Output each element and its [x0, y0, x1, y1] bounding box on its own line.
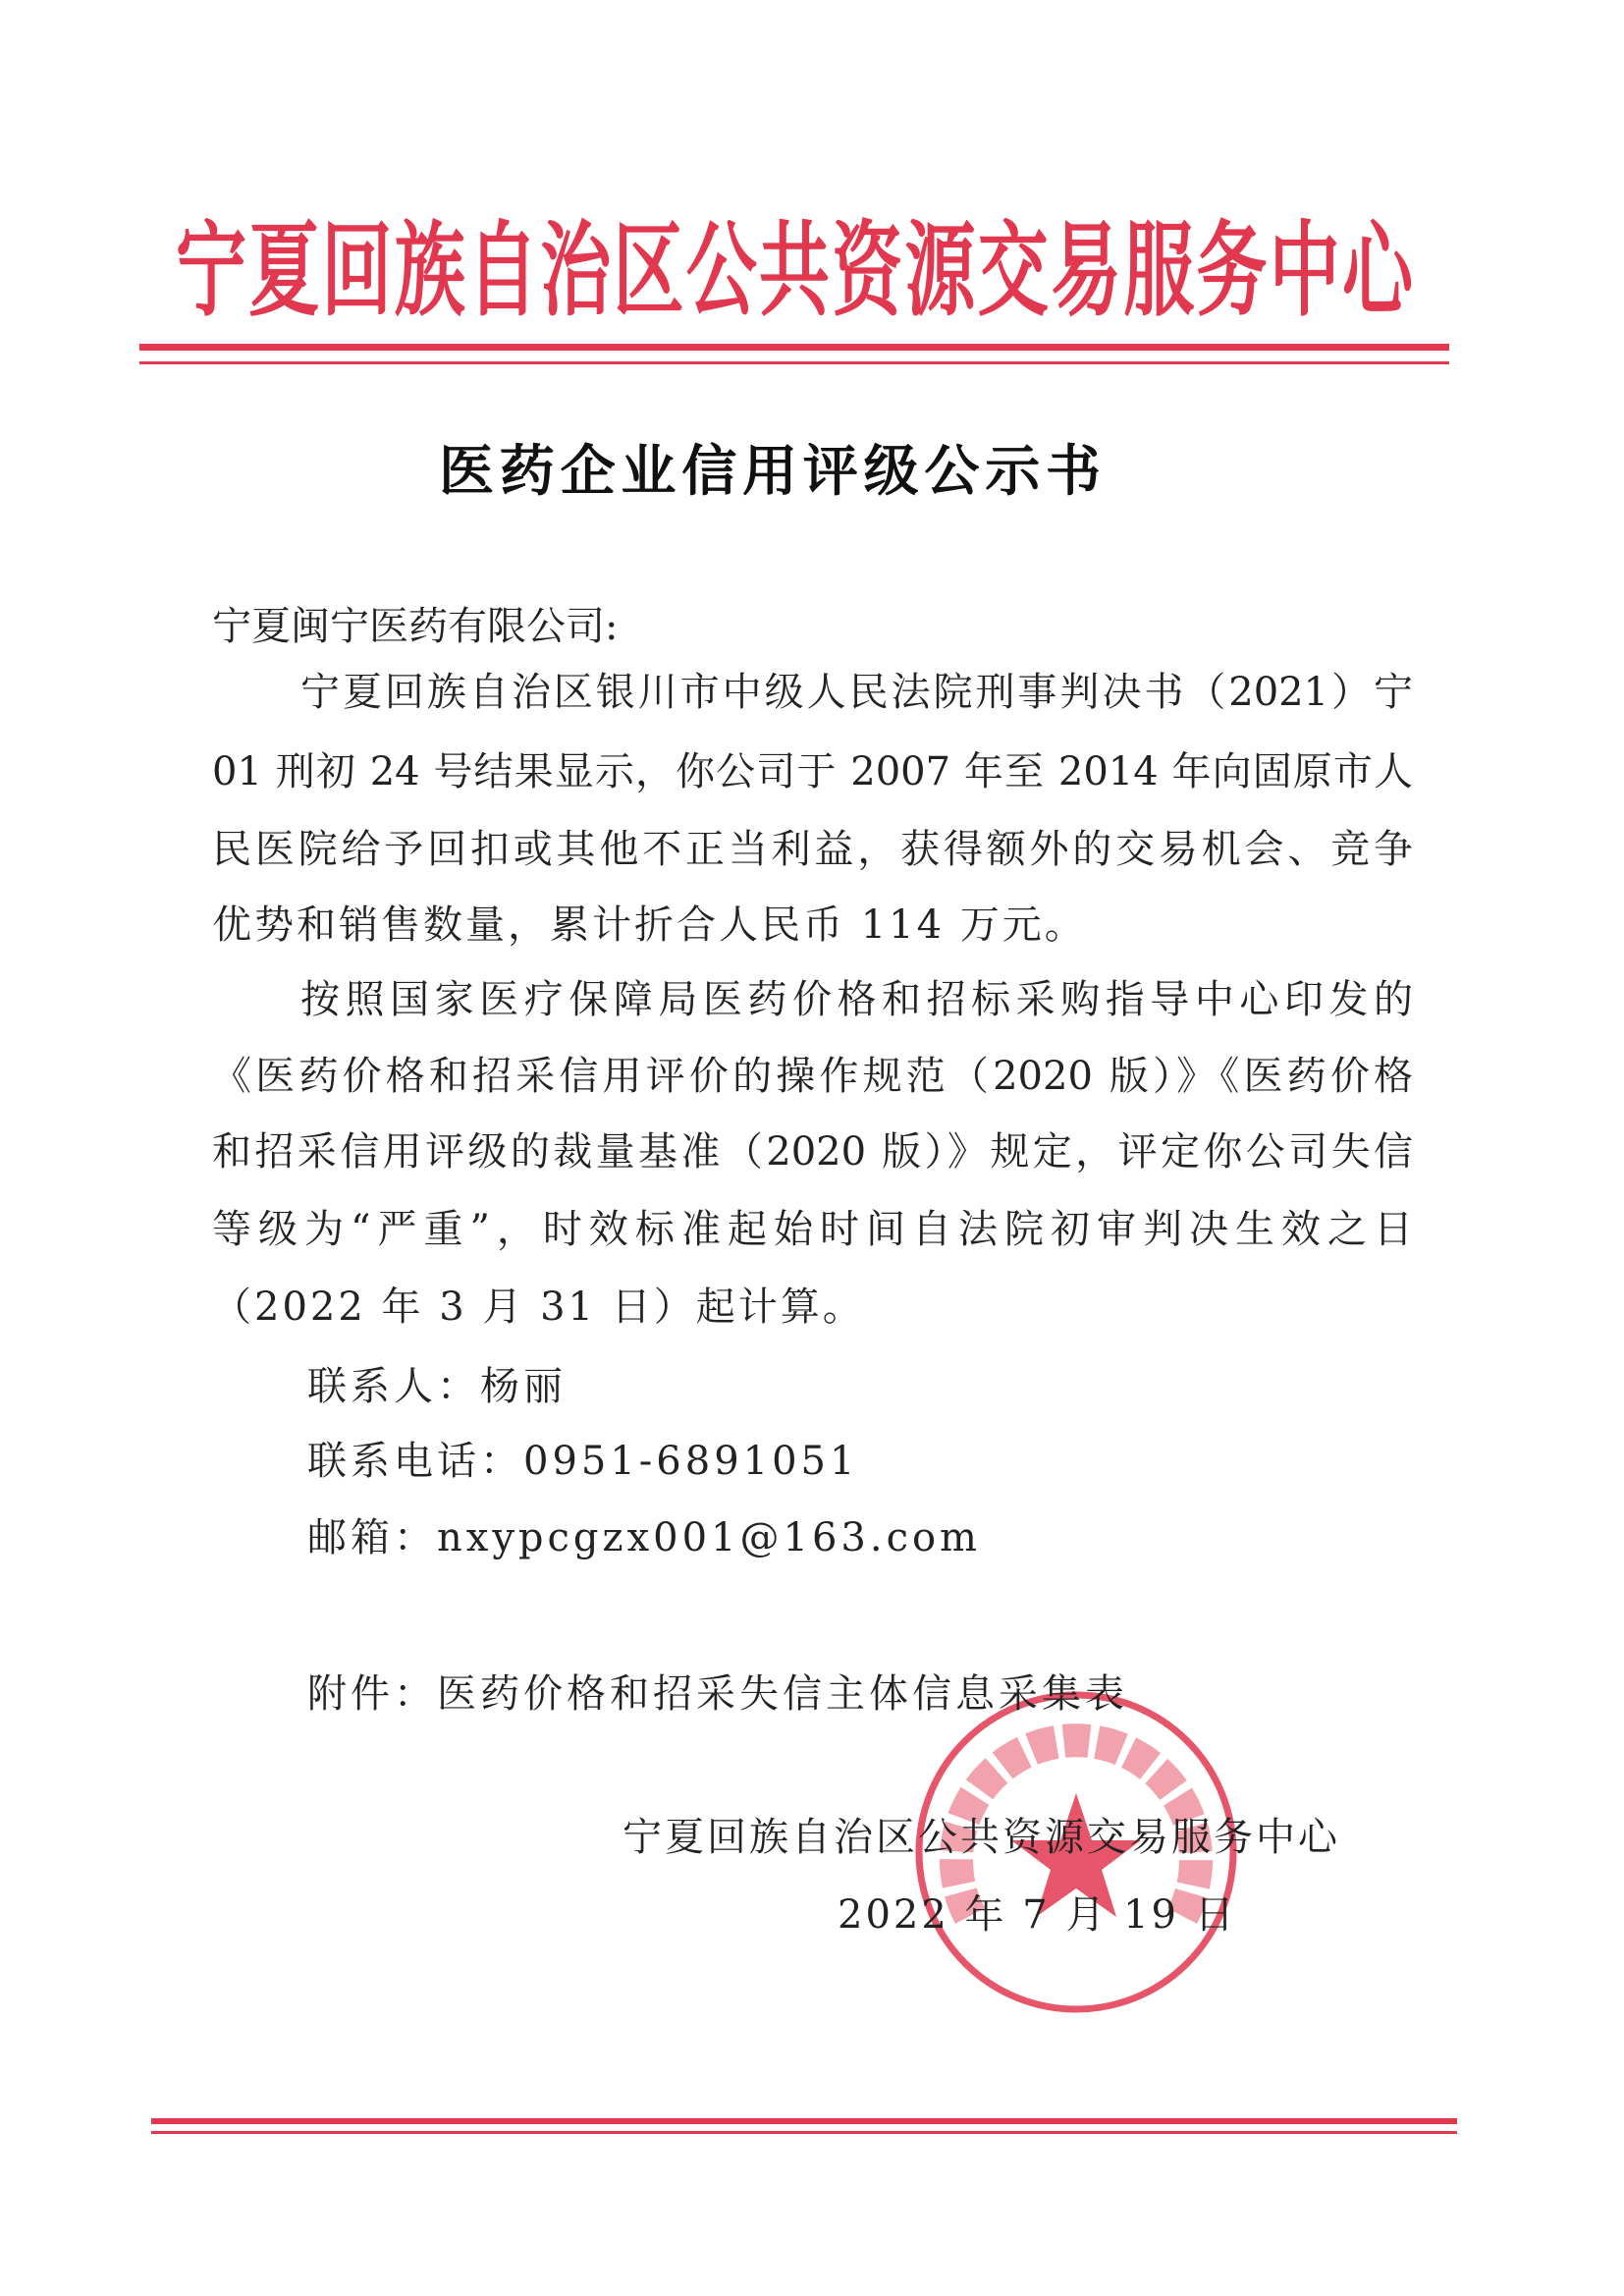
letterhead-org-name: 宁夏回族自治区公共资源交易服务中心 — [176, 208, 1413, 330]
contact-email: 邮箱：nxypcgzx001@163.com — [307, 1515, 981, 1560]
contact-phone: 联系电话：0951-6891051 — [307, 1439, 859, 1484]
paragraph2-line: 按照国家医疗保障局医药价格和招标采购指导中心印发的 — [300, 977, 1413, 1022]
paragraph1-line: 民医院给予回扣或其他不正当利益，获得额外的交易机会、竞争 — [212, 827, 1413, 872]
addressee: 宁夏闽宁医药有限公司: — [212, 604, 619, 649]
paragraph1-line: 宁夏回族自治区银川市中级人民法院刑事判决书（2021）宁 — [300, 670, 1413, 715]
attachment: 附件：医药价格和招采失信主体信息采集表 — [307, 1671, 1128, 1717]
document-title: 医药企业信用评级公示书 — [439, 439, 1101, 504]
paragraph1-line: 优势和销售数量，累计折合人民币 114 万元。 — [212, 902, 1087, 948]
footer-thick-rule — [151, 2118, 1457, 2124]
footer-thin-rule — [151, 2131, 1457, 2134]
paragraph2-line: 和招采信用评级的裁量基准（2020 版）》规定，评定你公司失信 — [212, 1129, 1413, 1175]
paragraph2-line: （2022 年 3 月 31 日）起计算。 — [212, 1285, 865, 1330]
contact-person: 联系人：杨丽 — [307, 1364, 567, 1409]
paragraph1-line: 01 刑初 24 号结果显示，你公司于 2007 年至 2014 年向固原市人 — [212, 749, 1413, 794]
letterhead-thin-rule — [139, 361, 1449, 364]
signature-org: 宁夏回族自治区公共资源交易服务中心 — [623, 1815, 1340, 1860]
signature-date: 2022 年 7 月 19 日 — [838, 1892, 1237, 1938]
paragraph2-line: 《医药价格和招采信用评价的操作规范（2020 版）》《医药价格 — [212, 1054, 1413, 1099]
paragraph2-line: 等级为“严重”，时效标准起始时间自法院初审判决生效之日 — [212, 1207, 1413, 1252]
letterhead-thick-rule — [139, 344, 1449, 351]
